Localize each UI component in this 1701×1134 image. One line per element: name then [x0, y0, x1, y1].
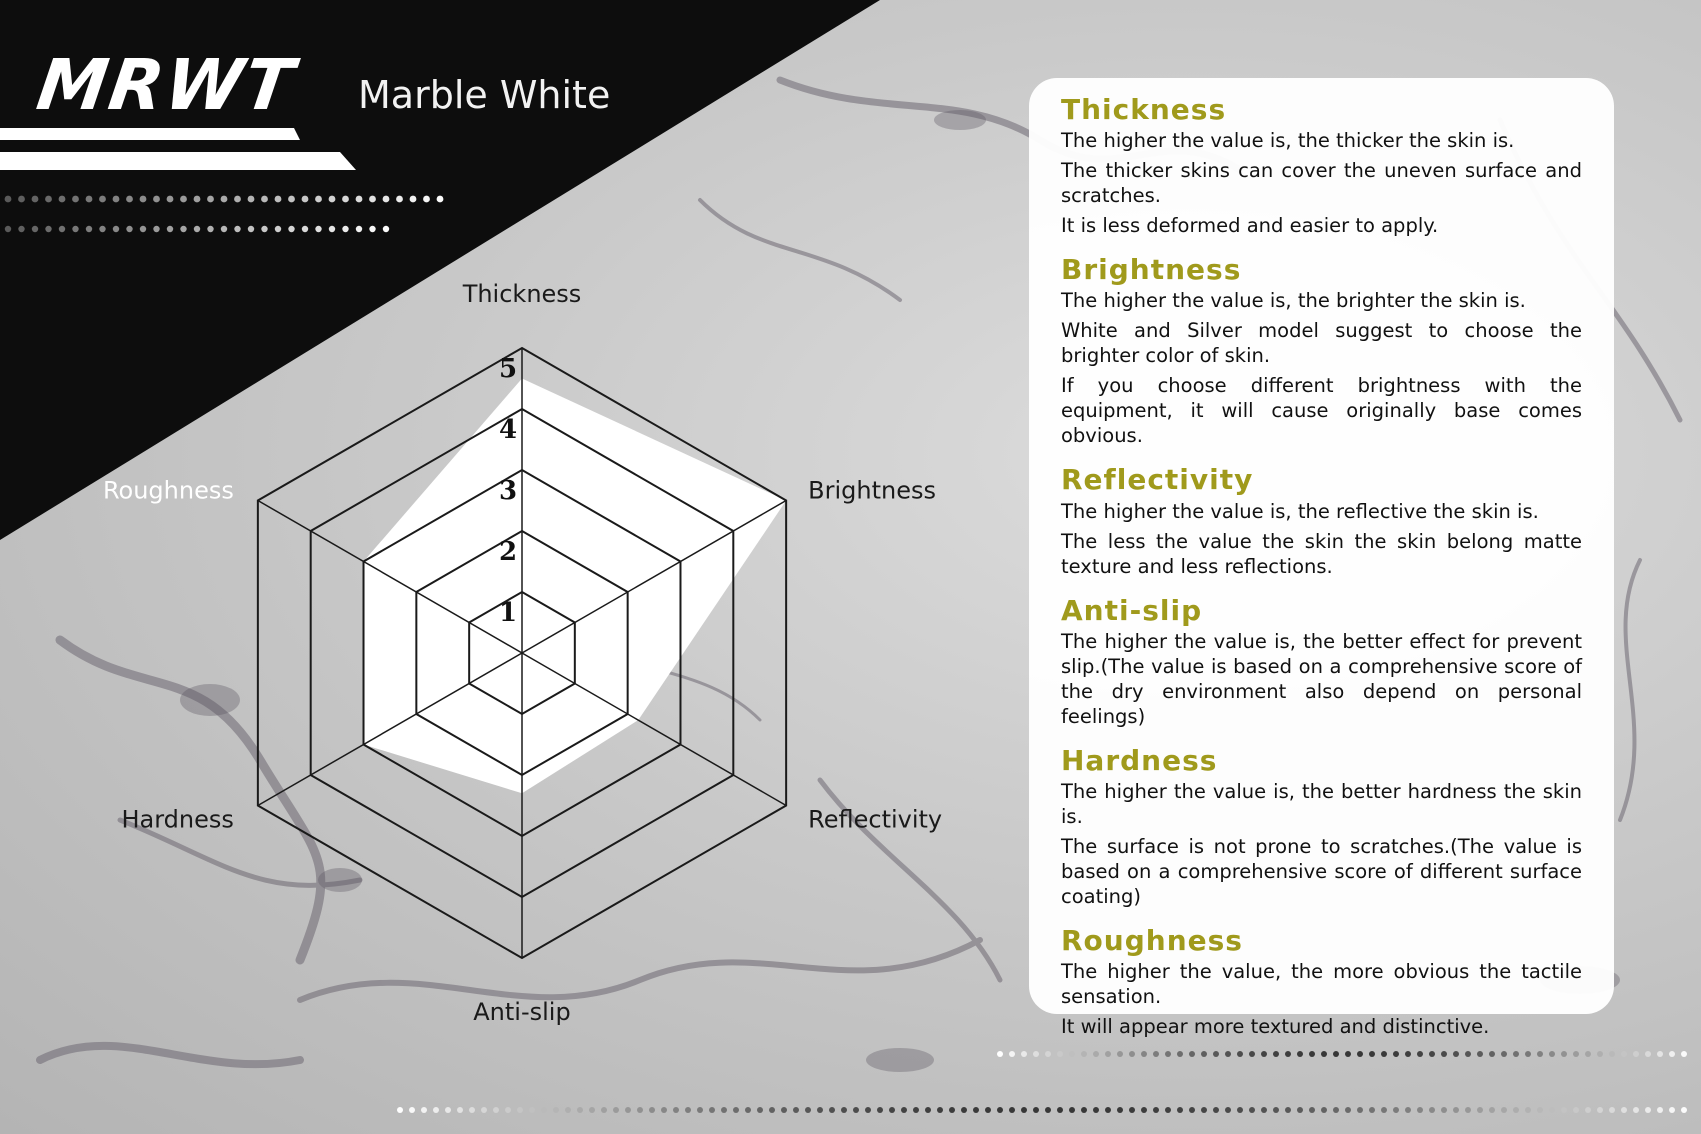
radar-tick-label: 1 — [498, 598, 518, 628]
info-panel — [1029, 78, 1614, 1039]
radar-axis-label: Reflectivity — [808, 805, 943, 834]
product-name: Marble White — [358, 73, 611, 117]
radar-axis-label: Brightness — [808, 476, 936, 505]
section-text: The higher the value is, the thicker the skin is. — [1061, 129, 1515, 153]
section-text: If you choose different brightness with the equipment, it will cause originally base comes obvious. — [1061, 374, 1582, 448]
section-title: Roughness — [1061, 923, 1243, 957]
radar-axis-label: Roughness — [102, 476, 234, 505]
radar-tick-label: 4 — [498, 415, 518, 445]
brand-logo: MRWT — [32, 44, 301, 126]
radar-tick-label: 5 — [498, 354, 518, 384]
radar-axis-label: Thickness — [462, 280, 582, 308]
section-thickness — [1061, 94, 1582, 238]
section-text: The higher the value is, the better effect for prevent slip.(The value is based on a comprehensive score of the dry environment also depend on personal feelings) — [1061, 629, 1582, 728]
section-roughness — [1061, 925, 1582, 1039]
section-title: Thickness — [1061, 93, 1227, 126]
section-text: The thicker skins can cover the uneven surface and scratches. — [1061, 159, 1582, 208]
section-hardness — [1061, 745, 1582, 909]
section-reflectivity — [1061, 464, 1582, 578]
section-text: White and Silver model suggest to choose the brighter color of skin. — [1061, 319, 1582, 368]
section-title: Anti-slip — [1061, 593, 1203, 627]
section-brightness — [1061, 254, 1582, 448]
section-text: The less the value the skin the skin belong matte texture and less reflections. — [1061, 529, 1582, 578]
section-title: Brightness — [1061, 253, 1242, 287]
radar-axis-label: Hardness — [121, 805, 234, 834]
radar-tick-label: 2 — [498, 537, 518, 567]
section-text: The higher the value is, the better hardness the skin is. — [1061, 779, 1582, 828]
section-anti-slip — [1061, 595, 1582, 729]
section-text: The surface is not prone to scratches.(The value is based on a comprehensive score of different surface coating) — [1061, 834, 1582, 908]
radar-tick-label: 3 — [498, 476, 518, 506]
section-text: The higher the value is, the reflective the skin is. — [1061, 499, 1539, 523]
section-text: The higher the value is, the brighter the skin is. — [1061, 289, 1526, 313]
section-text: It will appear more textured and distinctive. — [1061, 1015, 1490, 1039]
section-text: It is less deformed and easier to apply. — [1061, 214, 1439, 238]
section-title: Hardness — [1061, 743, 1218, 777]
radar-axis-label: Anti-slip — [473, 998, 571, 1026]
section-title: Reflectivity — [1061, 463, 1254, 497]
section-text: The higher the value, the more obvious the tactile sensation. — [1061, 960, 1582, 1009]
